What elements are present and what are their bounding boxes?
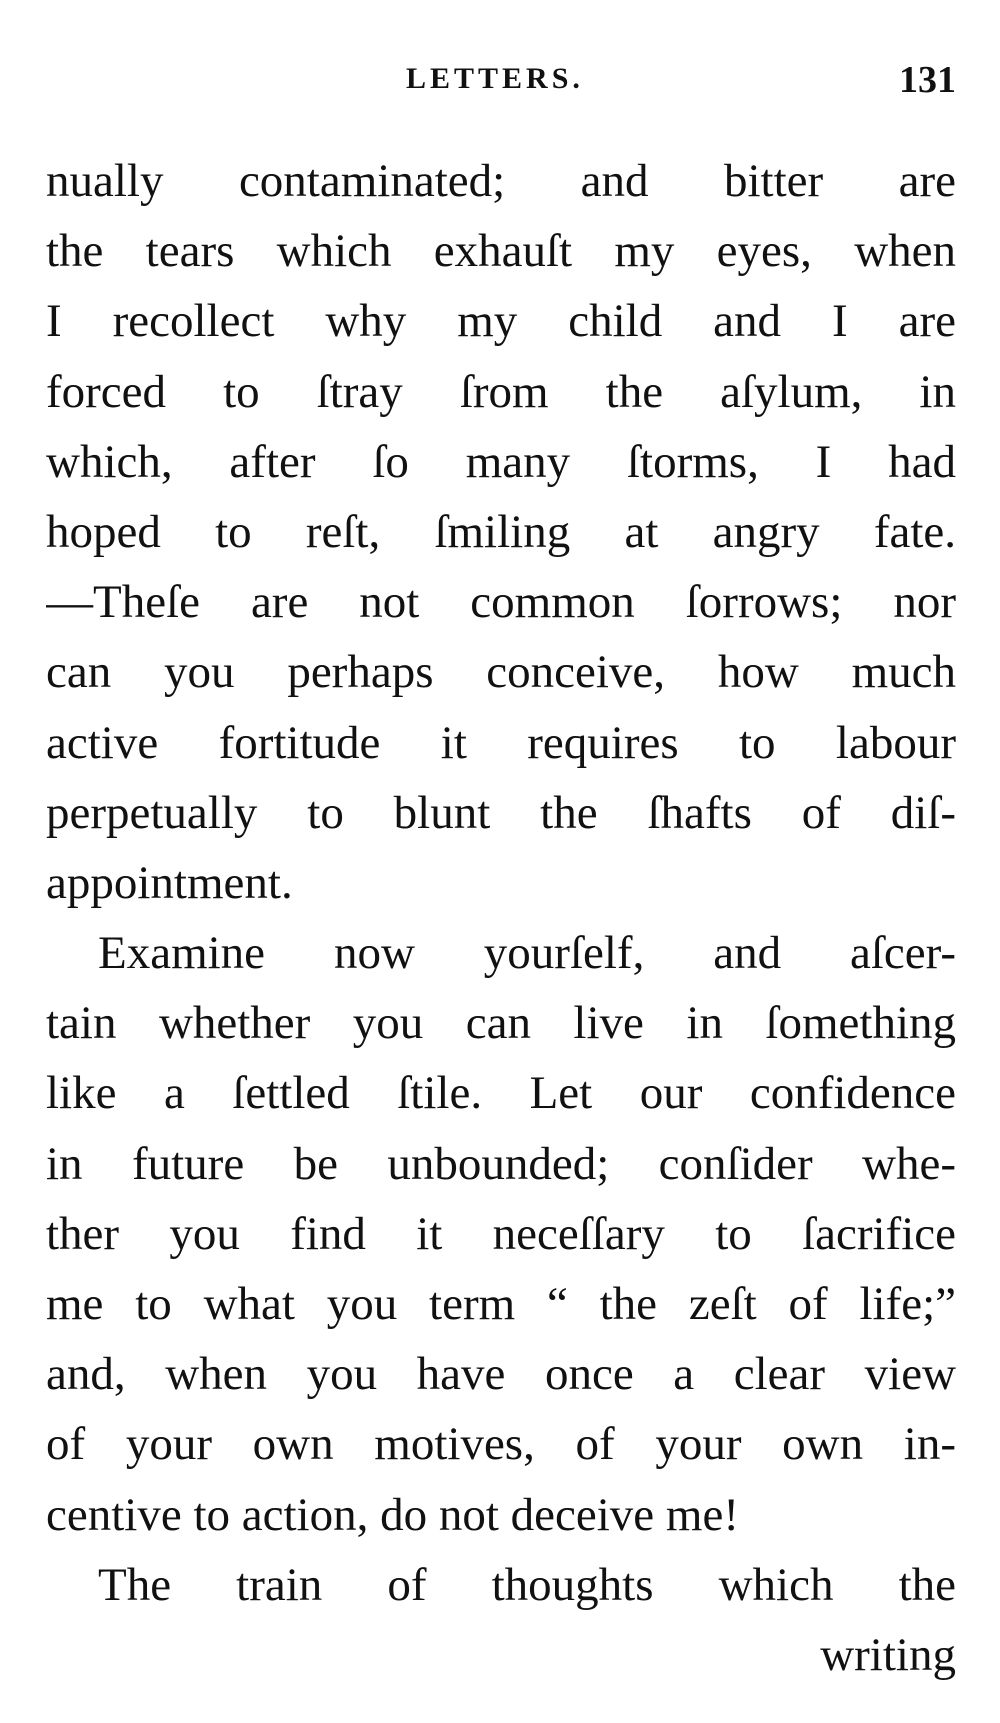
text-line: of your own motives, of your own in- (46, 1418, 956, 1471)
text-line: nually contaminated; and bitter are (46, 155, 956, 207)
page-header (46, 59, 956, 112)
text-line: like a ſettled ſtile. Let our confidence (46, 1067, 956, 1120)
text-line: the tears which exhauſt my eyes, when (46, 225, 956, 278)
text-line: can you perhaps conceive, how much (46, 646, 956, 699)
text-line: I recollect why my child and I are (46, 295, 956, 348)
text-line: tain whether you can live in ſomething (46, 997, 956, 1050)
text-line: centive to action, do not deceive me! (46, 1488, 739, 1541)
text-line: hoped to reſt, ſmiling at angry fate. (46, 505, 956, 558)
paragraph-start-line: The train of thoughts which the (98, 1558, 956, 1611)
text-line: forced to ſtray ſrom the aſylum, in (46, 365, 956, 418)
text-line: —Theſe are not common ſorrows; nor (46, 576, 956, 629)
paragraph-start-line: Examine now yourſelf, and aſcer- (98, 927, 956, 980)
text-line: appointment. (46, 856, 293, 909)
text-line: in future be unbounded; conſider whe- (46, 1137, 956, 1190)
catchword: writing (820, 1628, 956, 1681)
text-line: me to what you term “ the zeſt of life;” (46, 1278, 956, 1330)
text-line: perpetually to blunt the ſhafts of diſ- (46, 786, 956, 839)
text-line: which, after ſo many ſtorms, I had (46, 435, 956, 488)
text-line: active fortitude it requires to labour (46, 716, 956, 769)
body-text (46, 146, 956, 1690)
text-line: ther you find it neceſſary to ſacrifice (46, 1207, 956, 1260)
page-number: 131 (899, 59, 956, 101)
running-head: LETTERS. (406, 62, 584, 95)
text-line: and, when you have once a clear view (46, 1348, 956, 1401)
